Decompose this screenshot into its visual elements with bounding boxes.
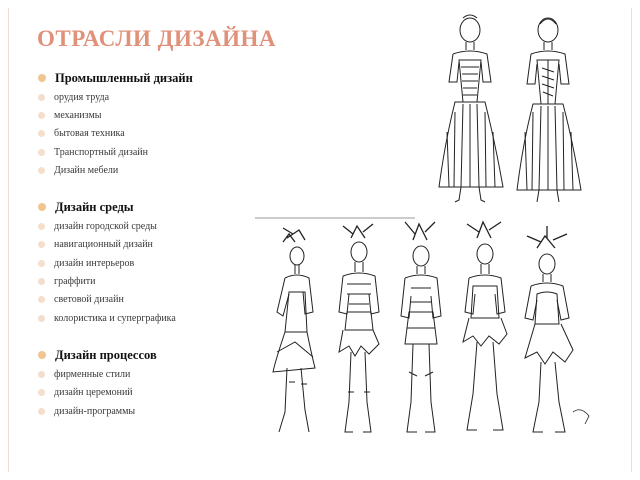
list-item-text: орудия труда: [54, 91, 110, 103]
slide-title: ОТРАСЛИ ДИЗАЙНА: [37, 26, 276, 51]
bullet-icon: [38, 351, 46, 359]
section-heading-row: [38, 345, 258, 365]
section-industrial-design: [38, 68, 258, 179]
bullet-icon: [38, 296, 45, 303]
list-item: [38, 236, 258, 254]
costume-sketch-illustration: [255, 12, 625, 437]
list-item-text: навигационный дизайн: [54, 239, 153, 251]
list-item: [38, 291, 258, 309]
bullet-icon: [38, 112, 45, 119]
list-item: [38, 365, 258, 383]
costume-figure-5: [525, 226, 589, 432]
bullet-icon: [38, 389, 45, 396]
list-item-text: световой дизайн: [54, 294, 124, 306]
list-item: [38, 254, 258, 272]
dress-figure-back: [517, 18, 581, 202]
bullet-icon: [38, 278, 45, 285]
bullet-icon: [38, 241, 45, 248]
list-item: [38, 143, 258, 161]
section-heading-row: [38, 197, 258, 217]
list-item-text: дизайн интерьеров: [54, 257, 135, 269]
section-heading: Дизайн среды: [55, 199, 134, 214]
list-item: [38, 217, 258, 235]
section-heading-row: [38, 68, 258, 88]
costume-figure-4: [463, 222, 507, 430]
list-item-text: колористика и суперграфика: [54, 312, 176, 324]
section-heading: Дизайн процессов: [55, 347, 157, 362]
list-item-text: бытовая техника: [54, 128, 125, 140]
list-item: [38, 384, 258, 402]
costume-figure-3: [401, 222, 441, 432]
list-item-text: граффити: [54, 276, 96, 288]
list-item: [38, 106, 258, 124]
list-item-text: фирменные стили: [54, 368, 131, 380]
list-item: [38, 272, 258, 290]
bullet-icon: [38, 167, 45, 174]
section-heading: Промышленный дизайн: [55, 70, 193, 85]
list-item-text: Транспортный дизайн: [54, 146, 148, 158]
bullet-icon: [38, 149, 45, 156]
list-item-text: дизайн-программы: [54, 405, 136, 417]
costume-figure-2: [339, 224, 379, 432]
bullet-icon: [38, 223, 45, 230]
list-item: [38, 88, 258, 106]
bullet-icon: [38, 315, 45, 322]
list-item-text: дизайн городской среды: [54, 221, 157, 233]
costume-figure-1: [273, 228, 315, 432]
bullet-icon: [38, 203, 46, 211]
bullet-icon: [38, 130, 45, 137]
bullet-icon: [38, 74, 46, 82]
bullet-icon: [38, 408, 45, 415]
list-item-text: механизмы: [54, 109, 102, 121]
bullet-list: [38, 68, 258, 438]
list-item: [38, 161, 258, 179]
list-item-text: дизайн церемоний: [54, 387, 133, 399]
list-item: [38, 309, 258, 327]
list-item-text: Дизайн мебели: [54, 164, 119, 176]
bullet-icon: [38, 371, 45, 378]
list-item: [38, 402, 258, 420]
section-process-design: [38, 345, 258, 420]
bullet-icon: [38, 260, 45, 267]
list-item: [38, 125, 258, 143]
bullet-icon: [38, 94, 45, 101]
section-environment-design: [38, 197, 258, 327]
dress-figure-front: [439, 15, 503, 202]
